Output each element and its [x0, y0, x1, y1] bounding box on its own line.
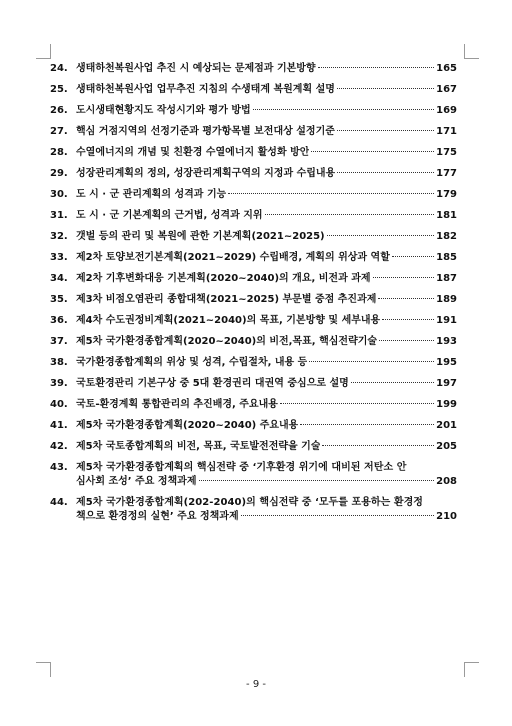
toc-entry-39[interactable] [50, 377, 457, 391]
dot-leader [382, 319, 434, 320]
toc-entry-40[interactable] [50, 398, 457, 412]
toc-entry-37[interactable] [50, 335, 457, 349]
entry-title: 제2차 기후변화대응 기본계획(2020~2040)의 개요, 비전과 과제 [76, 273, 371, 284]
dot-leader [337, 130, 434, 131]
toc-entry-32[interactable] [50, 230, 457, 244]
toc-entry-35[interactable] [50, 293, 457, 307]
toc-entry-30[interactable] [50, 188, 457, 202]
entry-title-line1: 제5차 국가환경종합계획의 핵심전략 중 ‘기후환경 위기에 대비된 저탄소 안 [76, 462, 407, 473]
dot-leader [327, 235, 434, 236]
entry-number: 24. [50, 63, 68, 74]
entry-title-line2: 책으로 환경정의 실현’ 주요 정책과제 [76, 511, 239, 522]
entry-title: 갯벌 등의 관리 및 복원에 관한 기본계획(2021~2025) [76, 231, 325, 242]
dot-leader [300, 424, 434, 425]
dot-leader [265, 214, 435, 215]
entry-title: 제5차 국토종합계획의 비전, 목표, 국토발전전략을 기술 [76, 441, 321, 452]
entry-page: 208 [436, 476, 457, 487]
entry-page: 193 [436, 336, 457, 347]
toc-entry-25[interactable] [50, 83, 457, 97]
entry-title: 국토-환경계획 통합관리의 추진배경, 주요내용 [76, 399, 278, 410]
dot-leader [199, 480, 435, 481]
toc-entry-28[interactable] [50, 146, 457, 160]
toc-entry-34[interactable] [50, 272, 457, 286]
toc-entry-36[interactable] [50, 314, 457, 328]
dot-leader [337, 88, 434, 89]
dot-leader [322, 445, 434, 446]
entry-number: 30. [50, 189, 68, 200]
toc-entry-43[interactable] [50, 461, 457, 489]
entry-number: 36. [50, 315, 68, 326]
page-number-footer: - 9 - [246, 679, 266, 690]
entry-title: 제2차 토양보전기본계획(2021~2029) 수립배경, 계획의 위상과 역할 [76, 252, 390, 263]
dot-leader [392, 256, 434, 257]
entry-page: 167 [436, 84, 457, 95]
entry-number: 38. [50, 357, 68, 368]
entry-number: 31. [50, 210, 68, 221]
entry-title: 제5차 국가환경종합계획(2020~2040) 주요내용 [76, 420, 299, 431]
entry-number: 29. [50, 168, 68, 179]
entry-page: 169 [436, 105, 457, 116]
table-of-contents [50, 62, 457, 531]
entry-number: 40. [50, 399, 68, 410]
toc-entry-27[interactable] [50, 125, 457, 139]
dot-leader [280, 403, 434, 404]
toc-entry-31[interactable] [50, 209, 457, 223]
toc-entry-33[interactable] [50, 251, 457, 265]
entry-page: 189 [436, 294, 457, 305]
entry-page: 191 [436, 315, 457, 326]
dot-leader [379, 340, 434, 341]
dot-leader [311, 151, 434, 152]
entry-number: 39. [50, 378, 68, 389]
entry-number: 42. [50, 441, 68, 452]
dot-leader [228, 193, 434, 194]
dot-leader [373, 277, 435, 278]
entry-page: 181 [436, 210, 457, 221]
entry-title: 도 시 · 군 관리계획의 성격과 기능 [76, 189, 227, 200]
entry-page: 205 [436, 441, 457, 452]
dot-leader [337, 172, 434, 173]
entry-page: 177 [436, 168, 457, 179]
entry-number: 44. [50, 497, 68, 508]
entry-title: 핵심 거점지역의 선정기준과 평가항목별 보전대상 설정기준 [76, 126, 335, 137]
entry-page: 185 [436, 252, 457, 263]
entry-page: 195 [436, 357, 457, 368]
entry-number: 28. [50, 147, 68, 158]
entry-page: 175 [436, 147, 457, 158]
entry-number: 37. [50, 336, 68, 347]
entry-title: 수열에너지의 개념 및 친환경 수열에너지 활성화 방안 [76, 147, 310, 158]
entry-page: 199 [436, 399, 457, 410]
entry-title-line2: 심사회 조성’ 주요 정책과제 [76, 476, 197, 487]
crop-mark-bottom-left [36, 662, 51, 677]
entry-page: 165 [436, 63, 457, 74]
crop-mark-bottom-right [464, 662, 479, 677]
entry-title: 생태하천복원사업 업무추진 지침의 수생태계 복원계획 설명 [76, 84, 335, 95]
entry-title: 도시생태현황지도 작성시기와 평가 방법 [76, 105, 251, 116]
entry-number: 26. [50, 105, 68, 116]
crop-mark-top-left [36, 44, 51, 59]
entry-title: 국토환경관리 기본구상 중 5대 환경권리 대권역 중심으로 설명 [76, 378, 349, 389]
entry-page: 210 [436, 511, 457, 522]
entry-title: 생태하천복원사업 추진 시 예상되는 문제점과 기본방향 [76, 63, 316, 74]
dot-leader [318, 67, 435, 68]
crop-mark-top-right [464, 44, 479, 59]
toc-entry-29[interactable] [50, 167, 457, 181]
entry-number: 34. [50, 273, 68, 284]
entry-page: 197 [436, 378, 457, 389]
entry-number: 35. [50, 294, 68, 305]
entry-number: 27. [50, 126, 68, 137]
toc-entry-41[interactable] [50, 419, 457, 433]
entry-title: 도 시 · 군 기본계획의 근거법, 성격과 지위 [76, 210, 263, 221]
entry-page: 201 [436, 420, 457, 431]
toc-entry-44[interactable] [50, 496, 457, 524]
entry-page: 182 [436, 231, 457, 242]
dot-leader [253, 109, 434, 110]
entry-number: 33. [50, 252, 68, 263]
entry-page: 171 [436, 126, 457, 137]
entry-number: 32. [50, 231, 68, 242]
dot-leader [378, 298, 434, 299]
entry-page: 187 [436, 273, 457, 284]
entry-title: 성장관리계획의 정의, 성장관리계획구역의 지정과 수립내용 [76, 168, 336, 179]
entry-title: 제4차 수도권정비계획(2021~2040)의 목표, 기본방향 및 세부내용 [76, 315, 381, 326]
entry-number: 41. [50, 420, 68, 431]
toc-entry-38[interactable] [50, 356, 457, 370]
dot-leader [309, 361, 434, 362]
toc-entry-26[interactable] [50, 104, 457, 118]
toc-entry-24[interactable] [50, 62, 457, 76]
entry-title: 제3차 비점오염관리 종합대책(2021~2025) 부문별 중점 추진과제 [76, 294, 377, 305]
entry-page: 179 [436, 189, 457, 200]
entry-number: 43. [50, 462, 68, 473]
dot-leader [241, 515, 435, 516]
entry-title: 제5차 국가환경종합계획(2020~2040)의 비전,목표, 핵심전략기술 [76, 336, 378, 347]
entry-title-line1: 제5차 국가환경종합계획(202-2040)의 핵심전략 중 ‘모두를 포용하는 환경정 [76, 497, 424, 508]
toc-entry-42[interactable] [50, 440, 457, 454]
entry-number: 25. [50, 84, 68, 95]
dot-leader [351, 382, 434, 383]
entry-title: 국가환경종합계획의 위상 및 성격, 수립절차, 내용 등 [76, 357, 308, 368]
